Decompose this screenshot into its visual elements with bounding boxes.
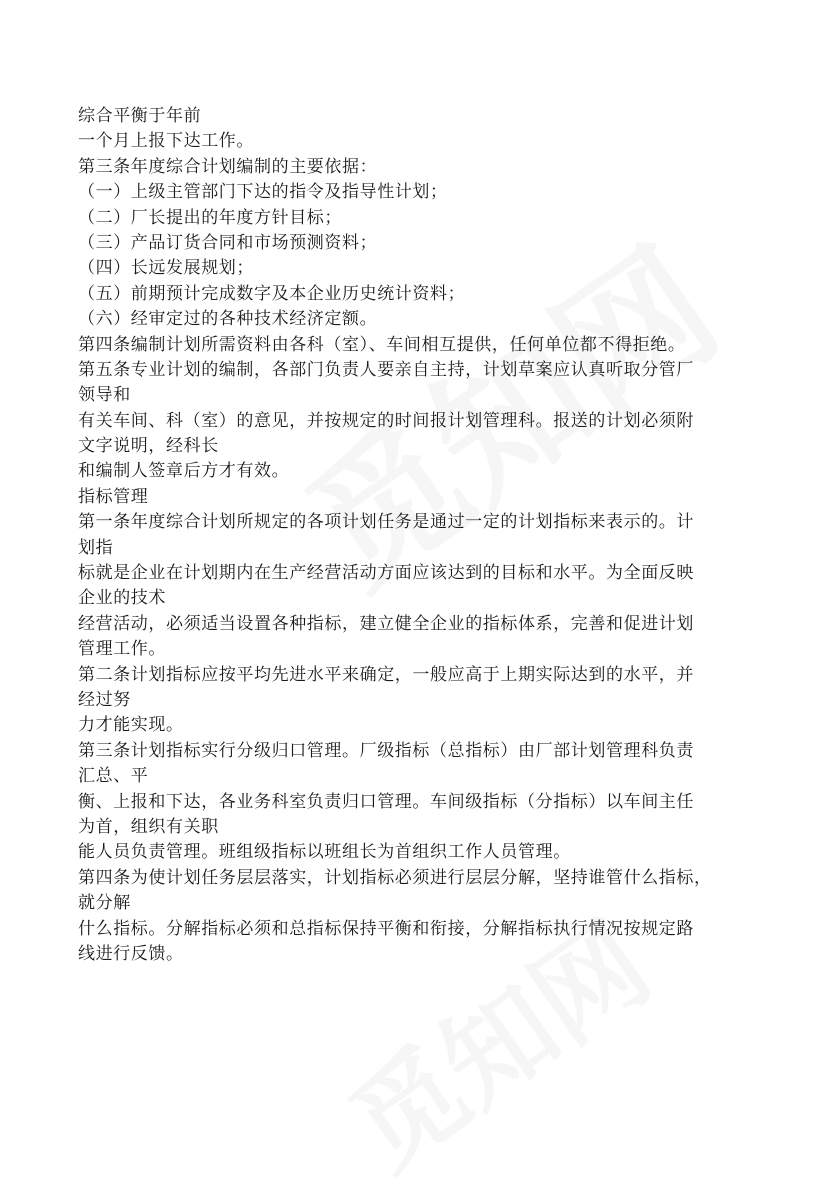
text-line: 衡、上报和下达，各业务科室负责归口管理。车间级指标（分指标）以车间主任 (78, 791, 694, 812)
text-line: 能人员负责管理。班组级指标以班组长为首组织工作人员管理。 (78, 842, 571, 863)
text-line: 力才能实现。 (78, 715, 184, 736)
text-line: 线进行反馈。 (78, 943, 184, 964)
text-line: 第四条为使计划任务层层落实，计划指标必须进行层层分解，坚持谁管什么指标， (78, 867, 712, 888)
text-line: 第三条年度综合计划编制的主要依据： (78, 156, 378, 177)
text-line: 就分解 (78, 893, 131, 914)
text-line: 管理工作。 (78, 639, 166, 660)
text-line: 一个月上报下达工作。 (78, 131, 254, 152)
text-line: （二）厂长提出的年度方针目标； (78, 207, 342, 228)
text-line: 第三条计划指标实行分级归口管理。厂级指标（总指标）由厂部计划管理科负责 (78, 740, 694, 761)
text-line: 综合平衡于年前 (78, 106, 202, 126)
text-line: （三）产品订货合同和市场预测资料； (78, 232, 378, 253)
text-line: 有关车间、科（室）的意见，并按规定的时间报计划管理科。报送的计划必须附 (78, 410, 694, 431)
text-line: （一）上级主管部门下达的指令及指导性计划； (78, 182, 448, 203)
text-line: 划指 (78, 537, 114, 558)
text-line: 和编制人签章后方才有效。 (78, 461, 290, 482)
text-line: （四）长远发展规划； (78, 258, 254, 279)
text-line: （六）经审定过的各种技术经济定额。 (78, 309, 378, 330)
text-line: 经营活动，必须适当设置各种指标，建立健全企业的指标体系，完善和促进计划 (78, 613, 694, 634)
document-body (78, 104, 758, 967)
text-line: 经过努 (78, 689, 131, 710)
text-line: （五）前期预计完成数字及本企业历史统计资料； (78, 283, 466, 304)
text-line: 为首，组织有关职 (78, 816, 219, 837)
text-line: 企业的技术 (78, 588, 166, 609)
text-line: 第一条年度综合计划所规定的各项计划任务是通过一定的计划指标来表示的。计 (78, 512, 694, 533)
text-line: 第五条专业计划的编制，各部门负责人要亲自主持，计划草案应认真听取分管厂 (78, 359, 694, 380)
text-line: 第二条计划指标应按平均先进水平来确定，一般应高于上期实际达到的水平，并 (78, 664, 694, 685)
text-line: 汇总、平 (78, 766, 149, 787)
text-line: 领导和 (78, 385, 131, 406)
text-line: 第四条编制计划所需资料由各科（室）、车间相互提供，任何单位都不得拒绝。 (78, 334, 686, 355)
text-line: 什么指标。分解指标必须和总指标保持平衡和衔接，分解指标执行情况按规定路 (78, 918, 694, 939)
text-line: 标就是企业在计划期内在生产经营活动方面应该达到的目标和水平。为全面反映 (78, 563, 694, 584)
text-line: 文字说明，经科长 (78, 436, 219, 457)
section-heading: 指标管理 (78, 486, 149, 507)
